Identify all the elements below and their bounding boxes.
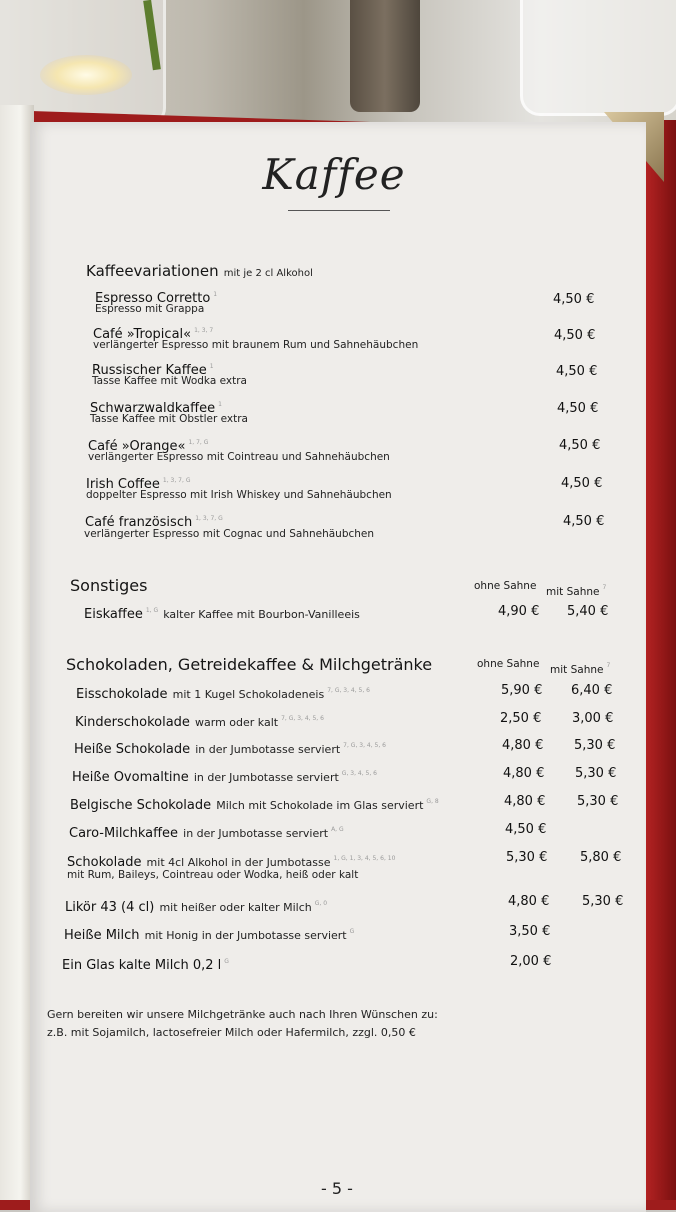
schoko-item bbox=[70, 794, 439, 813]
item-name: Likör 43 (4 cl) bbox=[65, 900, 155, 915]
item-name: Russischer Kaffee bbox=[92, 363, 207, 378]
item-price: 4,50 € bbox=[553, 292, 595, 307]
schoko-item bbox=[62, 954, 229, 973]
allergen-codes: 1, 3, 7, G bbox=[195, 514, 223, 522]
page-title: Kaffee bbox=[262, 150, 406, 199]
item-price: 4,50 € bbox=[561, 476, 603, 491]
schoko-item bbox=[64, 924, 354, 943]
allergen-codes: 1 bbox=[218, 400, 222, 408]
item-description: verlängerter Espresso mit Cognac und Sahnehäubchen bbox=[84, 528, 375, 540]
item-description: Tasse Kaffee mit Wodka extra bbox=[92, 375, 247, 387]
item-name: Café »Tropical« bbox=[93, 327, 192, 342]
item-name: Eiskaffee bbox=[84, 607, 143, 622]
title-underline bbox=[288, 210, 390, 211]
item-description: in der Jumbotasse serviert bbox=[183, 827, 329, 840]
item-name: Café französisch bbox=[85, 515, 193, 530]
column-ohne-sahne: ohne Sahne bbox=[477, 658, 540, 670]
page-number: - 5 - bbox=[321, 1179, 353, 1198]
item-name: Heiße Ovomaltine bbox=[72, 770, 189, 785]
section-kaffee-note: mit je 2 cl Alkohol bbox=[223, 268, 313, 279]
schoko-item bbox=[65, 896, 327, 915]
item-price-mit: 6,40 € bbox=[571, 683, 613, 698]
item-price: 4,50 € bbox=[556, 364, 598, 379]
menu-cover-edge bbox=[646, 120, 676, 1200]
item-name: Heiße Milch bbox=[64, 928, 140, 943]
allergen-codes: 1, G bbox=[145, 606, 159, 614]
column-mit-sahne-header bbox=[546, 580, 606, 599]
item-price: 4,50 € bbox=[559, 438, 601, 453]
item-price-ohne: 5,90 € bbox=[501, 683, 543, 698]
item-price-ohne: 3,50 € bbox=[509, 924, 551, 939]
allergen-codes: 1 bbox=[213, 290, 218, 298]
menu-left-pages bbox=[0, 105, 34, 1200]
item-name: Kinderschokolade bbox=[75, 715, 190, 730]
allergen-codes: 7, G, 3, 4, 5, 6 bbox=[327, 686, 370, 694]
item-price-ohne: 5,30 € bbox=[506, 850, 548, 865]
item-description: Espresso mit Grappa bbox=[95, 303, 205, 315]
item-description: Milch mit Schokolade im Glas serviert bbox=[216, 799, 424, 812]
item-description: kalter Kaffee mit Bourbon-Vanilleeis bbox=[163, 608, 360, 621]
item-name: Eisschokolade bbox=[76, 687, 168, 702]
item-price-ohne: 4,80 € bbox=[502, 738, 544, 753]
item-description: mit 1 Kugel Schokoladeneis bbox=[172, 688, 325, 701]
glass-right bbox=[520, 0, 676, 116]
item-description: verlängerter Espresso mit braunem Rum und Sahnehäubchen bbox=[93, 339, 419, 351]
item-price-ohne: 4,80 € bbox=[503, 766, 545, 781]
item-price-ohne: 4,50 € bbox=[505, 822, 547, 837]
item-description: warm oder kalt bbox=[195, 716, 279, 729]
item-description: in der Jumbotasse serviert bbox=[195, 743, 341, 756]
item-name: Espresso Corretto bbox=[95, 291, 211, 306]
schoko-item bbox=[74, 738, 386, 757]
schoko-item bbox=[76, 683, 370, 702]
column-mit-sahne: mit Sahne bbox=[550, 664, 604, 676]
allergen-codes: 7 bbox=[606, 661, 611, 669]
item-price-ohne: 2,50 € bbox=[500, 711, 542, 726]
item-price-mit: 5,30 € bbox=[577, 794, 619, 809]
schoko-item bbox=[69, 822, 344, 841]
footer-note-line1: Gern bereiten wir unsere Milchgetränke auch nach Ihren Wünschen zu: bbox=[47, 1008, 438, 1021]
bottle bbox=[350, 0, 420, 112]
item-price-ohne: 4,80 € bbox=[504, 794, 546, 809]
section-schoko-heading: Schokoladen, Getreidekaffee & Milchgetränke bbox=[66, 655, 433, 674]
allergen-codes: 7, G, 3, 4, 5, 6 bbox=[343, 741, 386, 749]
item-price: 4,50 € bbox=[557, 401, 599, 416]
item-name: Ein Glas kalte Milch 0,2 l bbox=[62, 958, 222, 973]
allergen-codes: 1, 7, G bbox=[188, 438, 209, 446]
allergen-codes: G, 3, 4, 5, 6 bbox=[341, 769, 377, 777]
item-price-mit: 3,00 € bbox=[572, 711, 614, 726]
allergen-codes: A, G bbox=[331, 825, 344, 833]
section-kaffee-heading: Kaffeevariationen bbox=[86, 262, 219, 280]
column-ohne-sahne: ohne Sahne bbox=[474, 580, 537, 592]
allergen-codes: G bbox=[349, 927, 355, 935]
item-description: verlängerter Espresso mit Cointreau und Sahnehäubchen bbox=[88, 451, 390, 463]
allergen-codes: 1, 3, 7 bbox=[194, 326, 214, 334]
allergen-codes: 1, 3, 7, G bbox=[162, 476, 191, 484]
item-name: Belgische Schokolade bbox=[70, 798, 212, 813]
item-price: 4,50 € bbox=[554, 328, 596, 343]
sonstiges-item bbox=[84, 603, 360, 622]
item-name: Caro-Milchkaffee bbox=[69, 826, 179, 841]
item-price-mit: 5,80 € bbox=[580, 850, 622, 865]
allergen-codes: 7 bbox=[602, 583, 607, 591]
item-description: mit Honig in der Jumbotasse serviert bbox=[144, 929, 347, 942]
section-sonstiges-heading: Sonstiges bbox=[70, 576, 148, 595]
item-name: Irish Coffee bbox=[86, 477, 160, 492]
item-description: mit 4cl Alkohol in der Jumbotasse bbox=[146, 856, 331, 869]
footer-note-line2: z.B. mit Sojamilch, lactosefreier Milch oder Hafermilch, zzgl. 0,50 € bbox=[47, 1026, 416, 1039]
allergen-codes: G, 0 bbox=[314, 899, 328, 907]
column-mit-sahne: mit Sahne bbox=[546, 586, 600, 598]
item-name: Schwarzwaldkaffee bbox=[90, 401, 216, 416]
item-price-ohne: 4,80 € bbox=[508, 894, 550, 909]
item-name: Heiße Schokolade bbox=[74, 742, 191, 757]
section-kaffee-heading-row bbox=[86, 261, 313, 280]
schoko-item bbox=[67, 851, 395, 870]
schoko-item bbox=[72, 766, 377, 785]
item-name: Schokolade bbox=[67, 855, 142, 870]
item-description: doppelter Espresso mit Irish Whiskey und Sahnehäubchen bbox=[86, 489, 392, 501]
item-price-mit: 5,40 € bbox=[567, 604, 609, 619]
allergen-codes: 1, G, 1, 3, 4, 5, 6, 10 bbox=[333, 854, 396, 862]
item-price-mit: 5,30 € bbox=[582, 894, 624, 909]
item-price-ohne: 2,00 € bbox=[510, 954, 552, 969]
candle-light bbox=[40, 55, 132, 95]
item-price-mit: 5,30 € bbox=[574, 738, 616, 753]
item-description-secondary: mit Rum, Baileys, Cointreau oder Wodka, heiß oder kalt bbox=[67, 869, 359, 881]
item-name: Café »Orange« bbox=[88, 439, 186, 454]
item-price-ohne: 4,90 € bbox=[498, 604, 540, 619]
allergen-codes: 1 bbox=[209, 362, 214, 370]
item-description: Tasse Kaffee mit Obstler extra bbox=[90, 413, 248, 425]
allergen-codes: G bbox=[224, 957, 229, 965]
column-mit-sahne-header bbox=[550, 658, 610, 677]
allergen-codes: 7, G, 3, 4, 5, 6 bbox=[281, 714, 324, 722]
item-description: in der Jumbotasse serviert bbox=[193, 771, 339, 784]
schoko-item bbox=[75, 711, 324, 730]
item-description: mit heißer oder kalter Milch bbox=[159, 901, 312, 914]
item-price: 4,50 € bbox=[563, 514, 605, 529]
allergen-codes: G, 8 bbox=[426, 797, 439, 805]
item-price-mit: 5,30 € bbox=[575, 766, 617, 781]
